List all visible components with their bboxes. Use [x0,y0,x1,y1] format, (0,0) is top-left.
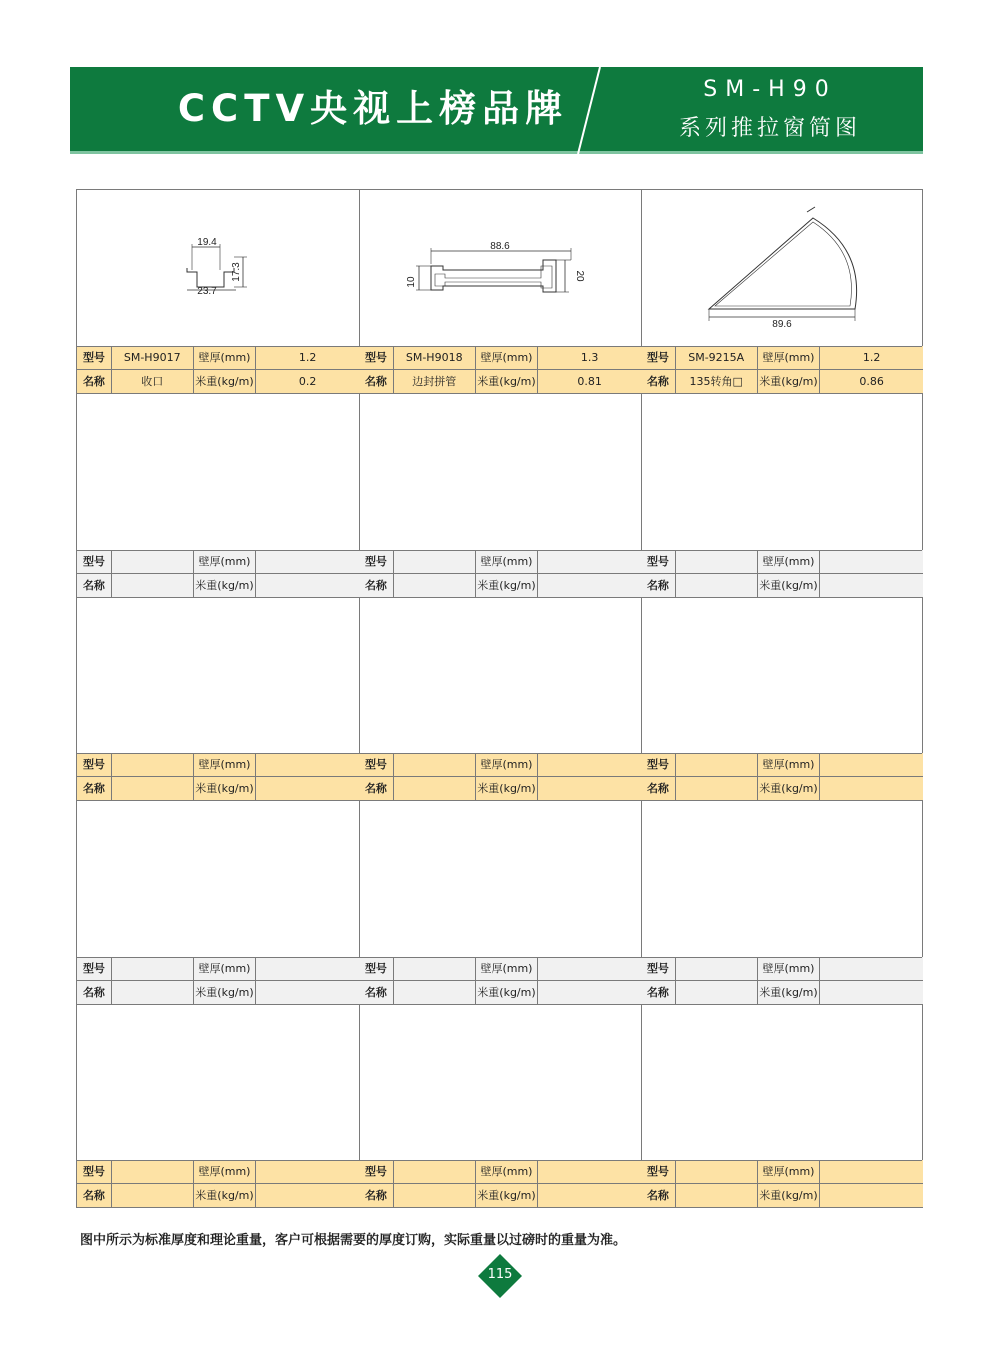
label-model: 型号 [77,1160,112,1183]
label-name: 名称 [359,370,394,393]
name-value [676,981,758,1004]
series-title: 系列推拉窗简图 [678,116,861,141]
spec-row-model [77,753,359,776]
empty-profile-card [77,394,359,598]
spec-row-name [641,370,923,393]
spec-row-name [359,1184,641,1207]
empty-drawing-area [641,394,923,550]
row-divider [77,1160,922,1161]
label-name: 名称 [359,981,394,1004]
empty-drawing-area [77,801,359,957]
empty-drawing-area [359,1004,641,1160]
label-name: 名称 [77,370,112,393]
model-value: SM-H9017 [112,346,194,369]
spec-row-model [77,550,359,573]
weight-value [538,574,641,597]
dim-right: 20 [574,270,585,282]
spec-row-model [77,346,359,369]
dim-width: 88.6 [490,241,510,252]
empty-drawing-area [641,801,923,957]
label-model: 型号 [359,957,394,980]
wall-value [538,753,641,776]
weight-value [538,1184,641,1207]
empty-drawing-area [77,394,359,550]
model-value [112,753,194,776]
label-model: 型号 [77,753,112,776]
label-weight: 米重(kg/m) [758,1184,821,1207]
label-name: 名称 [641,1184,676,1207]
weight-value [820,574,923,597]
profile-card-1 [77,190,359,394]
row-divider [77,776,922,777]
label-weight: 米重(kg/m) [194,370,257,393]
label-name: 名称 [77,1184,112,1207]
name-value [676,574,758,597]
label-weight: 米重(kg/m) [758,981,821,1004]
name-value [112,1184,194,1207]
spec-row-model [641,346,923,369]
label-wall: 壁厚(mm) [476,1160,539,1183]
row-divider [77,1183,922,1184]
empty-profile-card [359,1004,641,1208]
spec-row-name [77,370,359,393]
wall-value [256,957,359,980]
row-divider [77,957,922,958]
empty-drawing-area [359,801,641,957]
empty-profile-card [359,394,641,598]
label-model: 型号 [359,550,394,573]
spec-row-model [641,753,923,776]
spec-row-model [359,1160,641,1183]
row-divider [77,753,922,754]
label-name: 名称 [359,1184,394,1207]
profile-drawing-sm-9215a [641,190,923,346]
profile-grid [76,189,923,1208]
row-divider [77,393,922,394]
dim-top: 19.4 [197,237,217,248]
row-divider [77,980,922,981]
spec-row-model [641,957,923,980]
model-value [394,753,476,776]
label-weight: 米重(kg/m) [476,1184,539,1207]
model-value [112,1160,194,1183]
label-model: 型号 [359,1160,394,1183]
weight-value [538,777,641,800]
wall-value [820,550,923,573]
dim-left: 10 [406,276,417,288]
label-weight: 米重(kg/m) [194,777,257,800]
label-model: 型号 [77,346,112,369]
dim-height: 17.3 [231,262,242,282]
label-model: 型号 [359,346,394,369]
label-weight: 米重(kg/m) [758,777,821,800]
footnote: 图中所示为标准厚度和理论重量，客户可根据需要的厚度订购，实际重量以过磅时的重量为准。 [80,1233,627,1248]
model-value: SM-H9018 [394,346,476,369]
weight-value [538,981,641,1004]
label-wall: 壁厚(mm) [758,346,821,369]
empty-profile-card [77,801,359,1005]
label-name: 名称 [77,574,112,597]
label-name: 名称 [641,981,676,1004]
empty-drawing-area [359,394,641,550]
label-wall: 壁厚(mm) [476,550,539,573]
weight-value: 0.81 [577,375,602,388]
model-value: SM-9215A [676,346,758,369]
model-value [394,957,476,980]
wall-value [256,1160,359,1183]
brand-title: CCTV央视上榜品牌 [177,87,569,130]
weight-value [256,777,359,800]
empty-profile-card [641,394,923,598]
spec-row-name [359,370,641,393]
wall-value: 1.2 [298,351,317,364]
name-value [112,981,194,1004]
label-model: 型号 [641,550,676,573]
series-code: SM-H90 [703,77,837,102]
row-divider [77,346,922,347]
spec-row-model [359,957,641,980]
label-weight: 米重(kg/m) [194,574,257,597]
weight-value [820,1184,923,1207]
spec-row-name [641,981,923,1004]
name-value: 边封拼管 [394,370,476,393]
empty-profile-card [641,801,923,1005]
name-value [394,777,476,800]
label-model: 型号 [359,753,394,776]
spec-row-model [359,346,641,369]
label-model: 型号 [641,346,676,369]
label-wall: 壁厚(mm) [194,550,257,573]
profile-drawing-sm-h9018 [359,190,641,346]
spec-row-name [77,1184,359,1207]
spec-row-name [77,777,359,800]
dim-bottom: 23.7 [197,286,217,297]
label-model: 型号 [641,1160,676,1183]
spec-row-name [359,981,641,1004]
label-name: 名称 [641,370,676,393]
weight-value [820,777,923,800]
row-divider [77,573,922,574]
label-weight: 米重(kg/m) [476,981,539,1004]
spec-row-model [359,550,641,573]
label-weight: 米重(kg/m) [194,981,257,1004]
label-wall: 壁厚(mm) [476,753,539,776]
spec-row-name [641,1184,923,1207]
wall-value [820,753,923,776]
weight-value: 0.86 [859,375,884,388]
label-model: 型号 [641,753,676,776]
spec-row-model [641,550,923,573]
label-name: 名称 [359,777,394,800]
model-value [676,1160,758,1183]
name-value [394,1184,476,1207]
wall-value: 1.3 [580,351,599,364]
label-weight: 米重(kg/m) [758,370,821,393]
label-name: 名称 [641,777,676,800]
empty-profile-card [359,597,641,801]
weight-value: 0.2 [298,375,317,388]
label-weight: 米重(kg/m) [194,1184,257,1207]
label-weight: 米重(kg/m) [758,574,821,597]
empty-profile-card [641,1004,923,1208]
empty-drawing-area [77,1004,359,1160]
weight-value [256,981,359,1004]
model-value [676,550,758,573]
row-divider [77,550,922,551]
spec-row-model [77,1160,359,1183]
model-value [394,550,476,573]
wall-value [820,1160,923,1183]
profile-card-3 [641,190,923,394]
label-wall: 壁厚(mm) [758,1160,821,1183]
empty-profile-card [77,597,359,801]
row-divider [77,1207,922,1208]
label-name: 名称 [77,981,112,1004]
label-wall: 壁厚(mm) [194,346,257,369]
label-wall: 壁厚(mm) [758,550,821,573]
profile-drawing-sm-h9017 [77,190,359,346]
name-value [394,574,476,597]
label-wall: 壁厚(mm) [758,957,821,980]
wall-value [256,550,359,573]
model-value [112,550,194,573]
model-value [676,753,758,776]
label-weight: 米重(kg/m) [476,370,539,393]
spec-row-name [359,574,641,597]
label-model: 型号 [77,957,112,980]
empty-profile-card [77,1004,359,1208]
wall-value [538,957,641,980]
label-weight: 米重(kg/m) [476,777,539,800]
name-value [112,777,194,800]
name-value [676,1184,758,1207]
label-model: 型号 [77,550,112,573]
wall-value [538,1160,641,1183]
weight-value [256,574,359,597]
wall-value [256,753,359,776]
empty-profile-card [641,597,923,801]
model-value [112,957,194,980]
label-wall: 壁厚(mm) [194,957,257,980]
name-value: 135转角□ [676,370,758,393]
wall-value [538,550,641,573]
label-model: 型号 [641,957,676,980]
spec-row-name [641,574,923,597]
label-wall: 壁厚(mm) [476,346,539,369]
label-wall: 壁厚(mm) [758,753,821,776]
spec-row-name [641,777,923,800]
label-weight: 米重(kg/m) [476,574,539,597]
empty-drawing-area [359,597,641,753]
spec-row-name [77,981,359,1004]
name-value [676,777,758,800]
wall-value: 1.2 [862,351,881,364]
wall-value [820,957,923,980]
spec-row-name [359,777,641,800]
empty-drawing-area [77,597,359,753]
weight-value [256,1184,359,1207]
label-wall: 壁厚(mm) [476,957,539,980]
header-banner [70,67,923,154]
weight-value [820,981,923,1004]
label-wall: 壁厚(mm) [194,1160,257,1183]
label-name: 名称 [641,574,676,597]
model-value [394,1160,476,1183]
empty-profile-card [359,801,641,1005]
row-divider [77,369,922,370]
empty-drawing-area [641,597,923,753]
name-value: 收口 [112,370,194,393]
dim-width: 89.6 [772,319,792,330]
model-value [676,957,758,980]
spec-row-model [641,1160,923,1183]
spec-row-model [77,957,359,980]
spec-row-name [77,574,359,597]
label-name: 名称 [359,574,394,597]
label-wall: 壁厚(mm) [194,753,257,776]
label-name: 名称 [77,777,112,800]
profile-card-2 [359,190,641,394]
spec-row-model [359,753,641,776]
name-value [112,574,194,597]
name-value [394,981,476,1004]
page-number: 115 [487,1267,513,1282]
empty-drawing-area [641,1004,923,1160]
